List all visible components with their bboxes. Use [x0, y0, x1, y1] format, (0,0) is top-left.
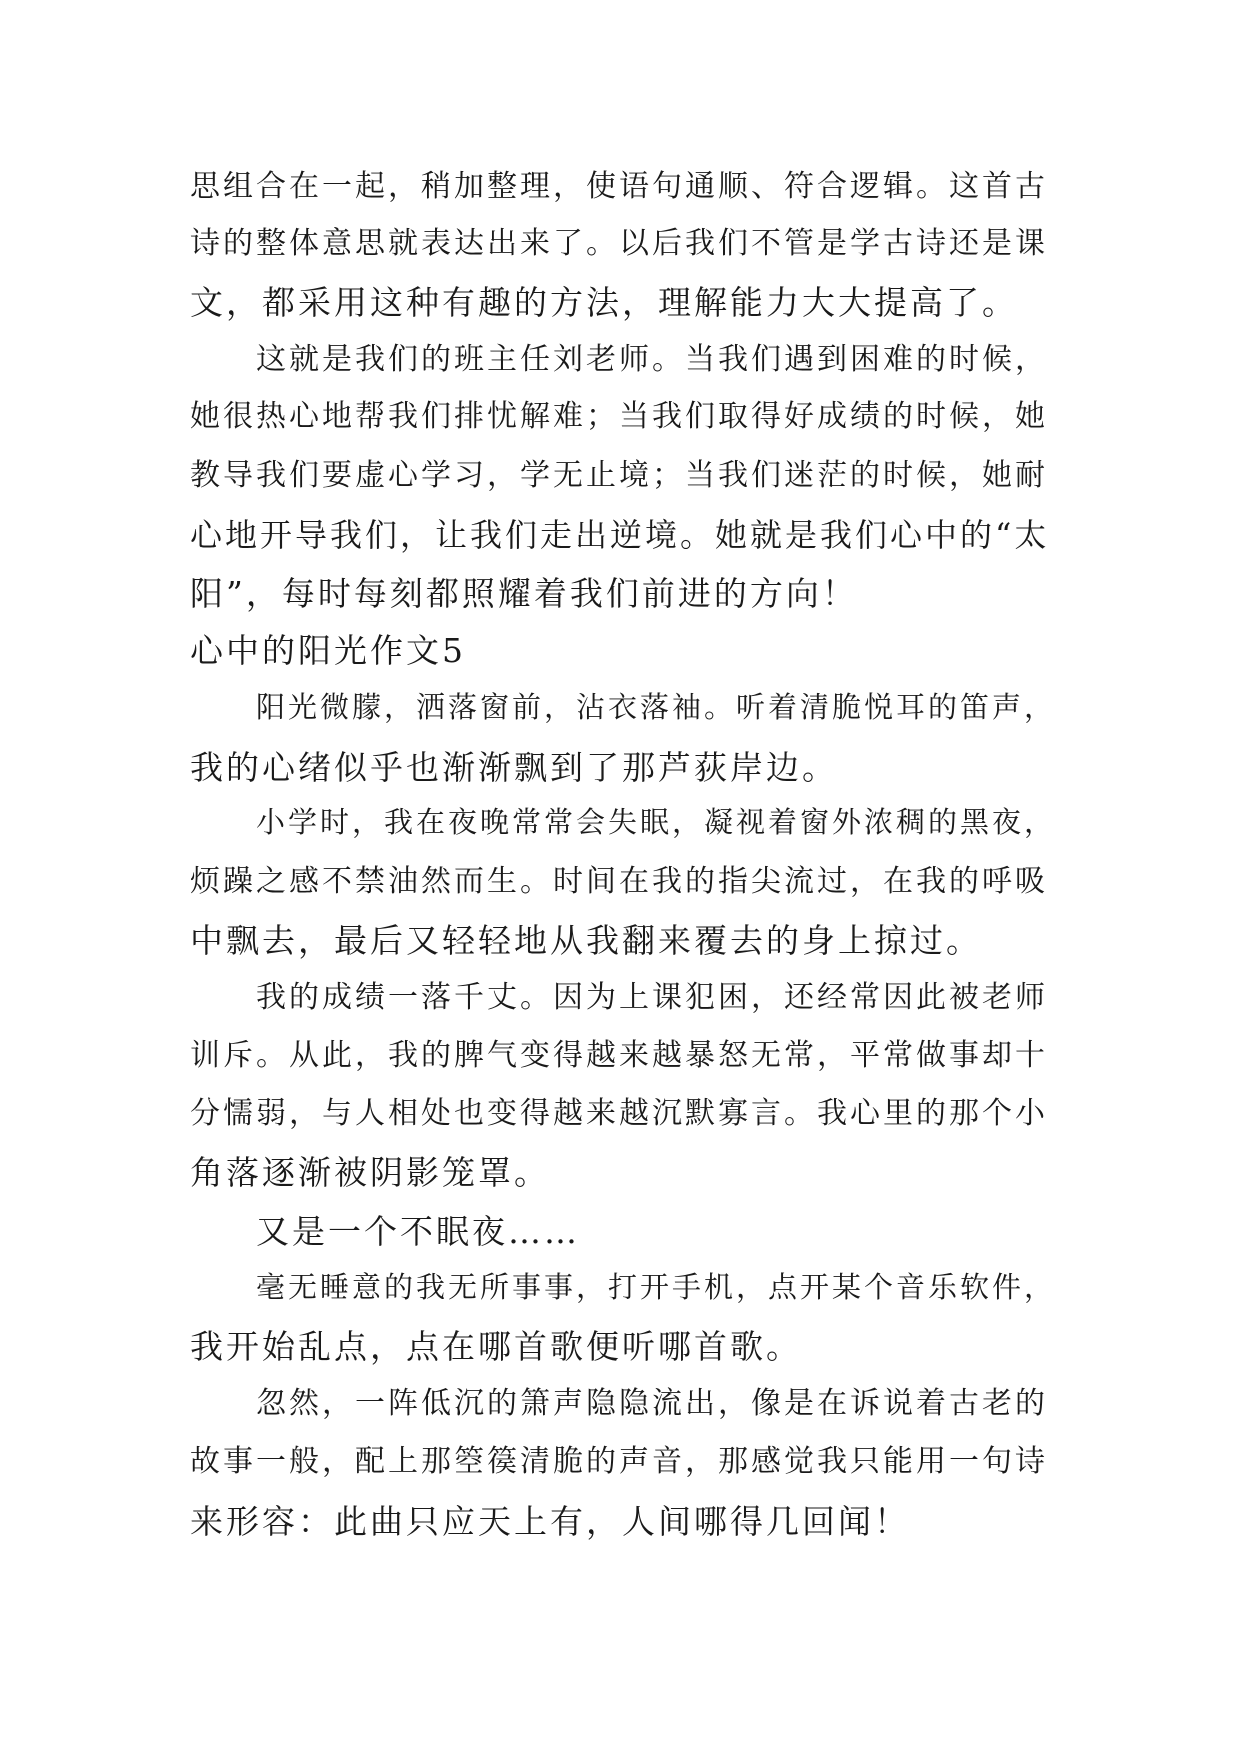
text-line-12: 小学时，我在夜晚常常会失眠，凝视着窗外浓稠的黑夜， — [256, 805, 1057, 839]
text-line-11: 我的心绪似乎也渐渐飘到了那芦荻岸边。 — [190, 748, 838, 787]
text-line-19: 又是一个不眠夜…… — [256, 1212, 580, 1251]
text-line-24: 来形容：此曲只应天上有，人间哪得几回闻！ — [190, 1502, 910, 1541]
text-line-14: 中飘去，最后又轻轻地从我翻来覆去的身上掠过。 — [190, 921, 982, 960]
text-line-21: 我开始乱点，点在哪首歌便听哪首歌。 — [190, 1327, 802, 1366]
text-line-18: 角落逐渐被阴影笼罩。 — [190, 1153, 550, 1192]
text-line-17: 分懦弱，与人相处也变得越来越沉默寡言。我心里的那个小 — [190, 1096, 1048, 1131]
text-line-22: 忽然，一阵低沉的箫声隐隐流出，像是在诉说着古老的 — [256, 1386, 1048, 1421]
text-line-16: 训斥。从此，我的脾气变得越来越暴怒无常，平常做事却十 — [190, 1038, 1048, 1073]
text-line-13: 烦躁之感不禁油然而生。时间在我的指尖流过，在我的呼吸 — [190, 864, 1048, 899]
text-line-15: 我的成绩一落千丈。因为上课犯困，还经常因此被老师 — [256, 980, 1048, 1015]
text-line-7: 心地开导我们，让我们走出逆境。她就是我们心中的“太 — [190, 516, 1050, 554]
text-line-20: 毫无睡意的我无所事事，打开手机，点开某个音乐软件， — [256, 1270, 1057, 1304]
text-line-2: 诗的整体意思就表达出来了。以后我们不管是学古诗还是课 — [190, 226, 1048, 261]
text-line-5: 她很热心地帮我们排忧解难；当我们取得好成绩的时候，她 — [190, 399, 1048, 434]
text-line-1: 思组合在一起，稍加整理，使语句通顺、符合逻辑。这首古 — [190, 169, 1048, 204]
text-line-23: 故事一般，配上那箜篌清脆的声音，那感觉我只能用一句诗 — [190, 1444, 1048, 1479]
text-line-10: 阳光微朦，洒落窗前，沾衣落袖。听着清脆悦耳的笛声， — [256, 690, 1057, 724]
text-line-4: 这就是我们的班主任刘老师。当我们遇到困难的时候， — [256, 342, 1048, 377]
text-line-6: 教导我们要虚心学习，学无止境；当我们迷茫的时候，她耐 — [190, 458, 1048, 493]
text-line-3: 文，都采用这种有趣的方法，理解能力大大提高了。 — [190, 283, 1018, 322]
text-line-8: 阳”，每时每刻都照耀着我们前进的方向！ — [190, 574, 858, 613]
section-heading: 心中的阳光作文5 — [190, 631, 466, 670]
